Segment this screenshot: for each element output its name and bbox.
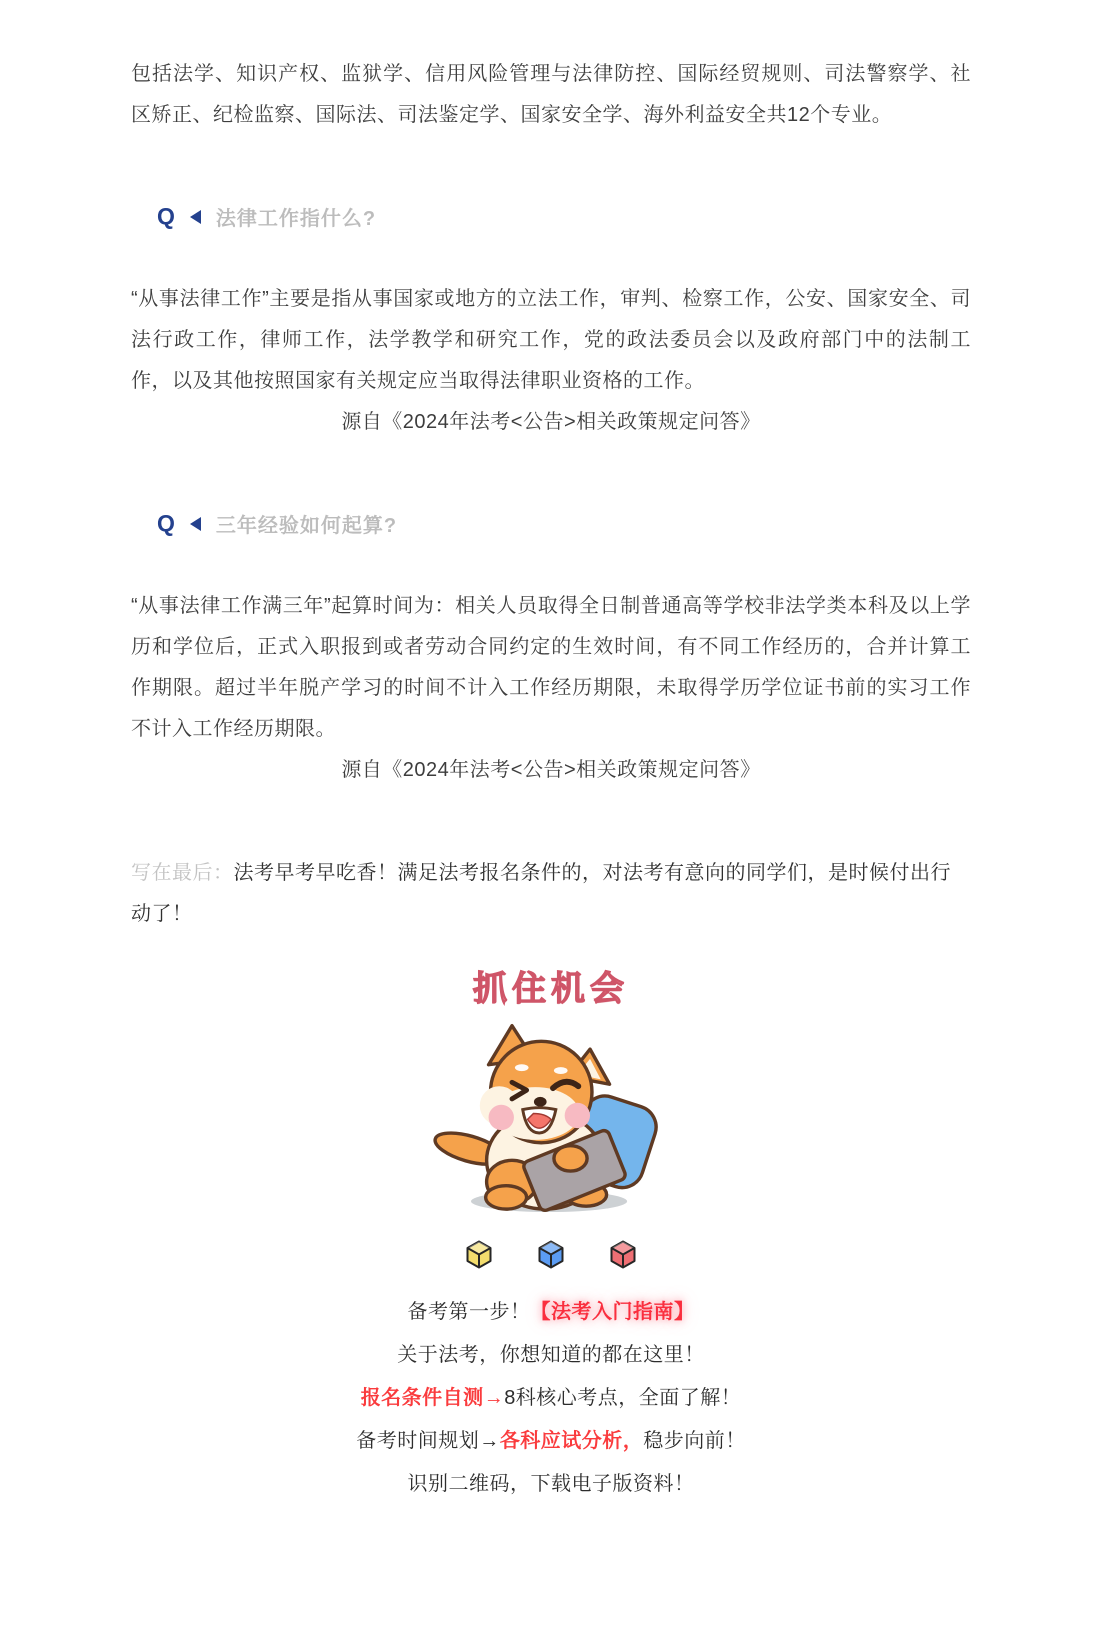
promo-text: 备考时间规划→	[356, 1430, 500, 1452]
majors-paragraph: 包括法学、知识产权、监狱学、信用风险管理与法律防控、国际经贸规则、司法警察学、社区矫正、纪检监察、国际法、司法鉴定学、国家安全学、海外利益安全共12个专业。	[131, 63, 971, 126]
promo-line-5	[0, 1463, 1102, 1506]
cube-divider	[0, 1240, 1102, 1269]
promo-block	[0, 1291, 1102, 1506]
promo-text: 稳步向前！	[643, 1430, 746, 1452]
sticker-caption: 抓住机会	[473, 970, 629, 1008]
source-line: 源自《2024年法考<公告>相关政策规定问答》	[341, 759, 761, 781]
promo-line-3	[0, 1377, 1102, 1420]
closing-note-label: 写在最后：	[131, 862, 234, 884]
q-badge: Q	[157, 510, 175, 536]
triangle-left-icon	[190, 210, 201, 224]
qa-block-legal-work	[0, 202, 1102, 443]
promo-highlight-analysis: 各科应试分析，	[499, 1430, 644, 1452]
promo-highlight-guide: 【法考入门指南】	[530, 1301, 695, 1323]
shiba-sticker	[0, 961, 1102, 1214]
source-line: 源自《2024年法考<公告>相关政策规定问答》	[341, 411, 761, 433]
blue-cube-icon	[538, 1240, 564, 1269]
promo-highlight-selftest: 报名条件自测	[360, 1387, 484, 1409]
promo-text: 备考第一步！	[407, 1301, 531, 1323]
shiba-sticker-image	[423, 1014, 679, 1214]
qa-block-three-years	[0, 509, 1102, 791]
triangle-left-icon	[190, 517, 201, 531]
question-text: 三年经验如何起算?	[215, 515, 398, 537]
answer-paragraph: “从事法律工作满三年”起算时间为：相关人员取得全日制普通高等学校非法学类本科及以上学历和学位后，正式入职报到或者劳动合同约定的生效时间，有不同工作经历的，合并计算工作期限。超过半年脱产学习的时间不计入工作经历期限，未取得学历学位证书前的实习工作不计入工作经历期限。	[131, 595, 971, 740]
closing-note-text: 法考早考早吃香！满足法考报名条件的，对法考有意向的同学们，是时候付出行动了！	[131, 862, 951, 925]
question-header	[131, 202, 971, 231]
promo-line-2	[0, 1334, 1102, 1377]
q-badge: Q	[157, 203, 175, 229]
closing-note	[131, 853, 971, 935]
question-header	[131, 509, 971, 538]
promo-text: 8科核心考点，全面了解！	[504, 1387, 742, 1409]
arrow-right-icon: →	[483, 1387, 505, 1409]
answer-paragraph: “从事法律工作”主要是指从事国家或地方的立法工作，审判、检察工作，公安、国家安全、司法行政工作，律师工作，法学教学和研究工作，党的政法委员会以及政府部门中的法制工作，以及其他按照国家有关规定应当取得法律职业资格的工作。	[131, 288, 971, 392]
question-text: 法律工作指什么?	[215, 208, 377, 230]
yellow-cube-icon	[466, 1240, 492, 1269]
promo-text: 关于法考，你想知道的都在这里！	[397, 1344, 705, 1366]
red-cube-icon	[610, 1240, 636, 1269]
promo-text: 识别二维码，下载电子版资料！	[407, 1473, 695, 1495]
promo-line-4	[0, 1420, 1102, 1463]
promo-line-1	[0, 1291, 1102, 1334]
